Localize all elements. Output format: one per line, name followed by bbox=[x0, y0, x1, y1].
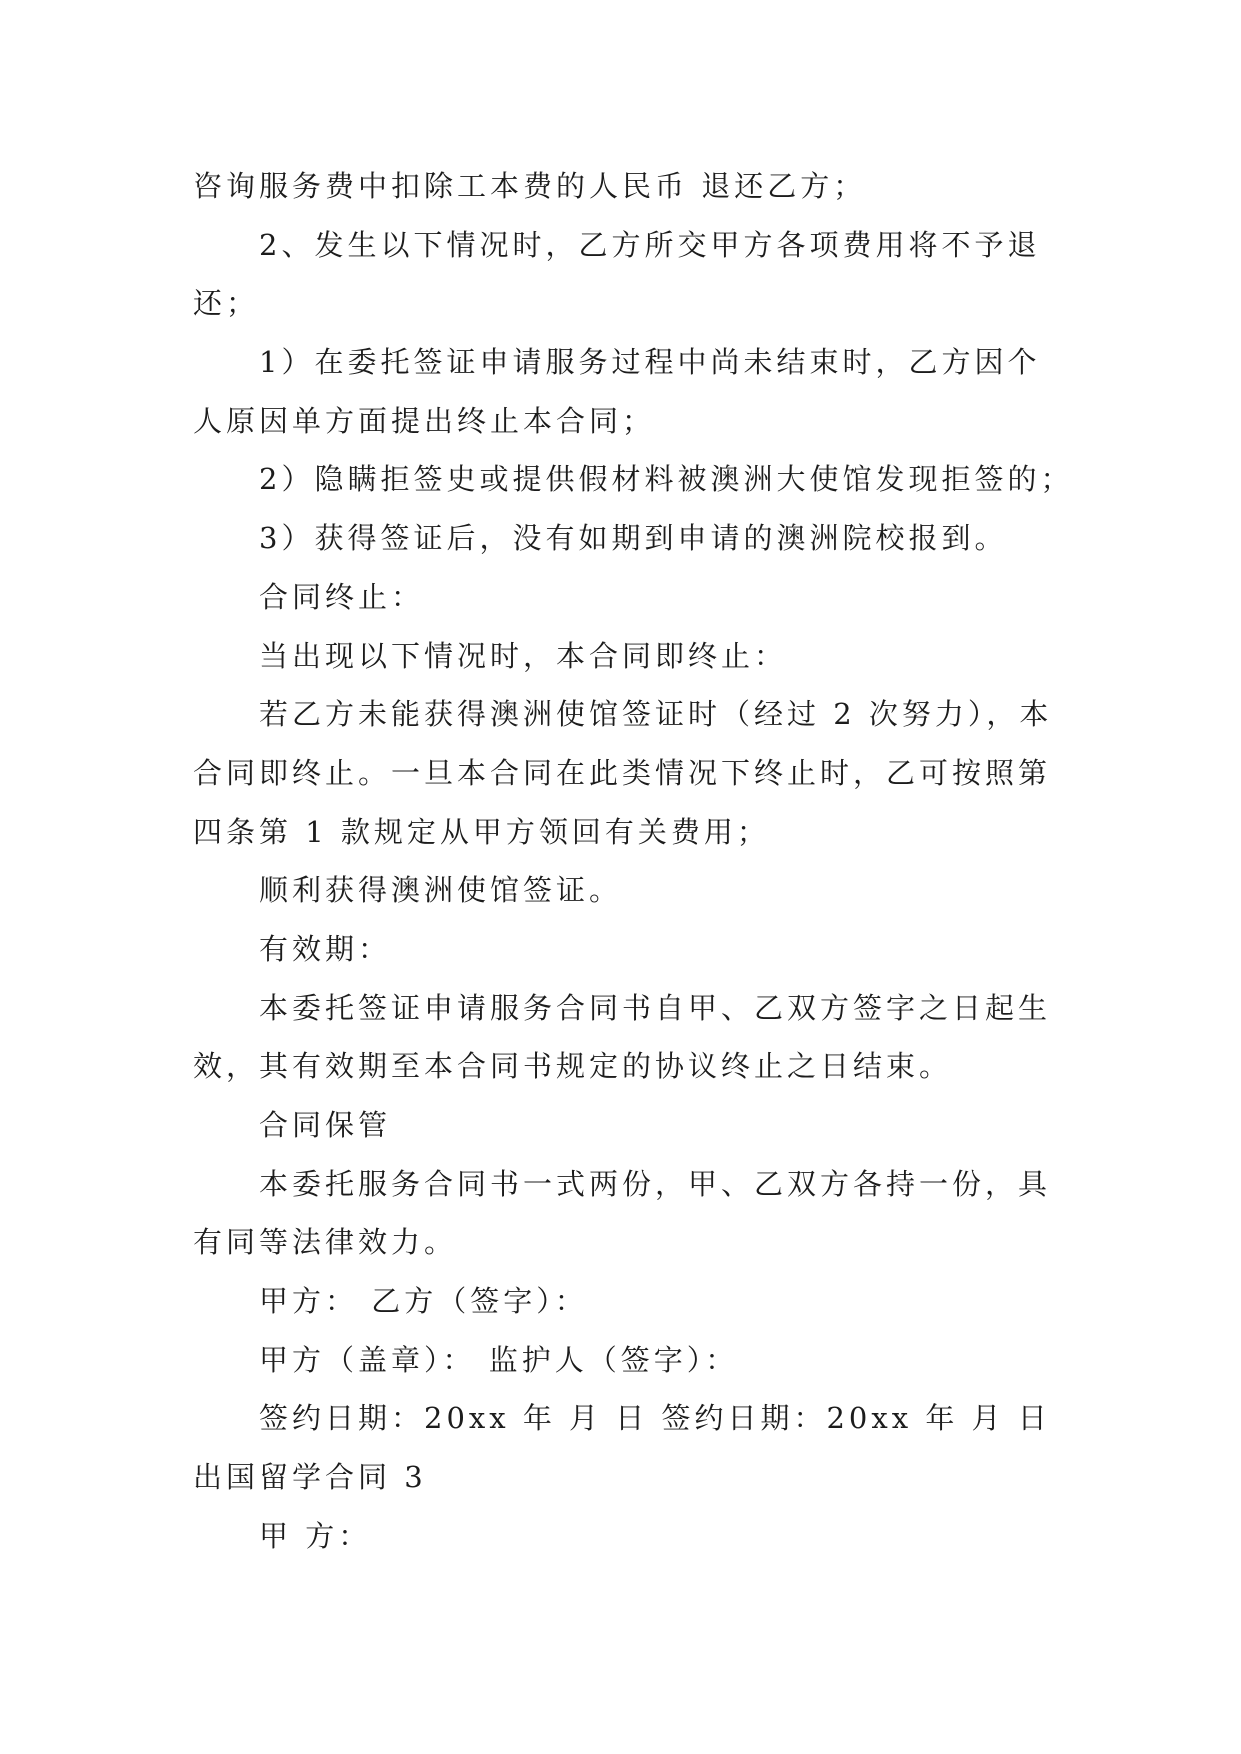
validity-clause-continuation-line: 效，其有效期至本合同书规定的协议终止之日结束。 bbox=[193, 1049, 953, 1084]
termination-condition-continuation-line: 合同即终止。一旦本合同在此类情况下终止时，乙可按照第 bbox=[193, 755, 1052, 790]
clause-item-1-line: 1）在委托签证申请服务过程中尚未结束时，乙方因个 bbox=[259, 345, 1041, 380]
contract-title: 出国留学合同 3 bbox=[193, 1460, 427, 1495]
validity-clause-line: 本委托签证申请服务合同书自甲、乙双方签字之日起生 bbox=[259, 990, 1052, 1025]
clause-item-3-line: 3）获得签证后，没有如期到申请的澳洲院校报到。 bbox=[259, 521, 1008, 556]
signature-line-seal-guardian: 甲方（盖章）： 监护人（签字）： bbox=[259, 1342, 739, 1377]
termination-condition-line: 若乙方未能获得澳洲使馆签证时（经过 2 次努力），本 bbox=[259, 697, 1053, 732]
signing-date-line: 签约日期：20xx 年 月 日 签约日期：20xx 年 月 日 bbox=[259, 1401, 1051, 1436]
termination-condition-visa-line: 顺利获得澳洲使馆签证。 bbox=[259, 873, 623, 908]
document-page bbox=[193, 157, 1093, 1566]
refund-clause-line: 咨询服务费中扣除工本费的人民币 退还乙方； bbox=[193, 169, 867, 203]
custody-clause-continuation-line: 有同等法律效力。 bbox=[193, 1225, 458, 1260]
section-heading-termination: 合同终止： bbox=[259, 579, 425, 614]
signature-line-parties: 甲方： 乙方（签字）： bbox=[259, 1284, 588, 1319]
clause-item-2-line: 2）隐瞒拒签史或提供假材料被澳洲大使馆发现拒签的； bbox=[259, 462, 1074, 497]
termination-intro-line: 当出现以下情况时，本合同即终止： bbox=[259, 638, 788, 673]
section-heading-validity: 有效期： bbox=[259, 931, 392, 966]
clause-item-1-continuation-line: 人原因单方面提出终止本合同； bbox=[193, 403, 656, 438]
termination-condition-continuation-line: 四条第 1 款规定从甲方领回有关费用； bbox=[193, 814, 770, 849]
section-heading-custody: 合同保管 bbox=[259, 1108, 392, 1142]
party-a-label: 甲 方： bbox=[259, 1518, 372, 1553]
clause-2-line: 2、发生以下情况时，乙方所交甲方各项费用将不予退 bbox=[259, 227, 1041, 262]
custody-clause-line: 本委托服务合同书一式两份，甲、乙双方各持一份，具 bbox=[259, 1166, 1052, 1201]
clause-2-continuation-line: 还； bbox=[193, 286, 260, 321]
